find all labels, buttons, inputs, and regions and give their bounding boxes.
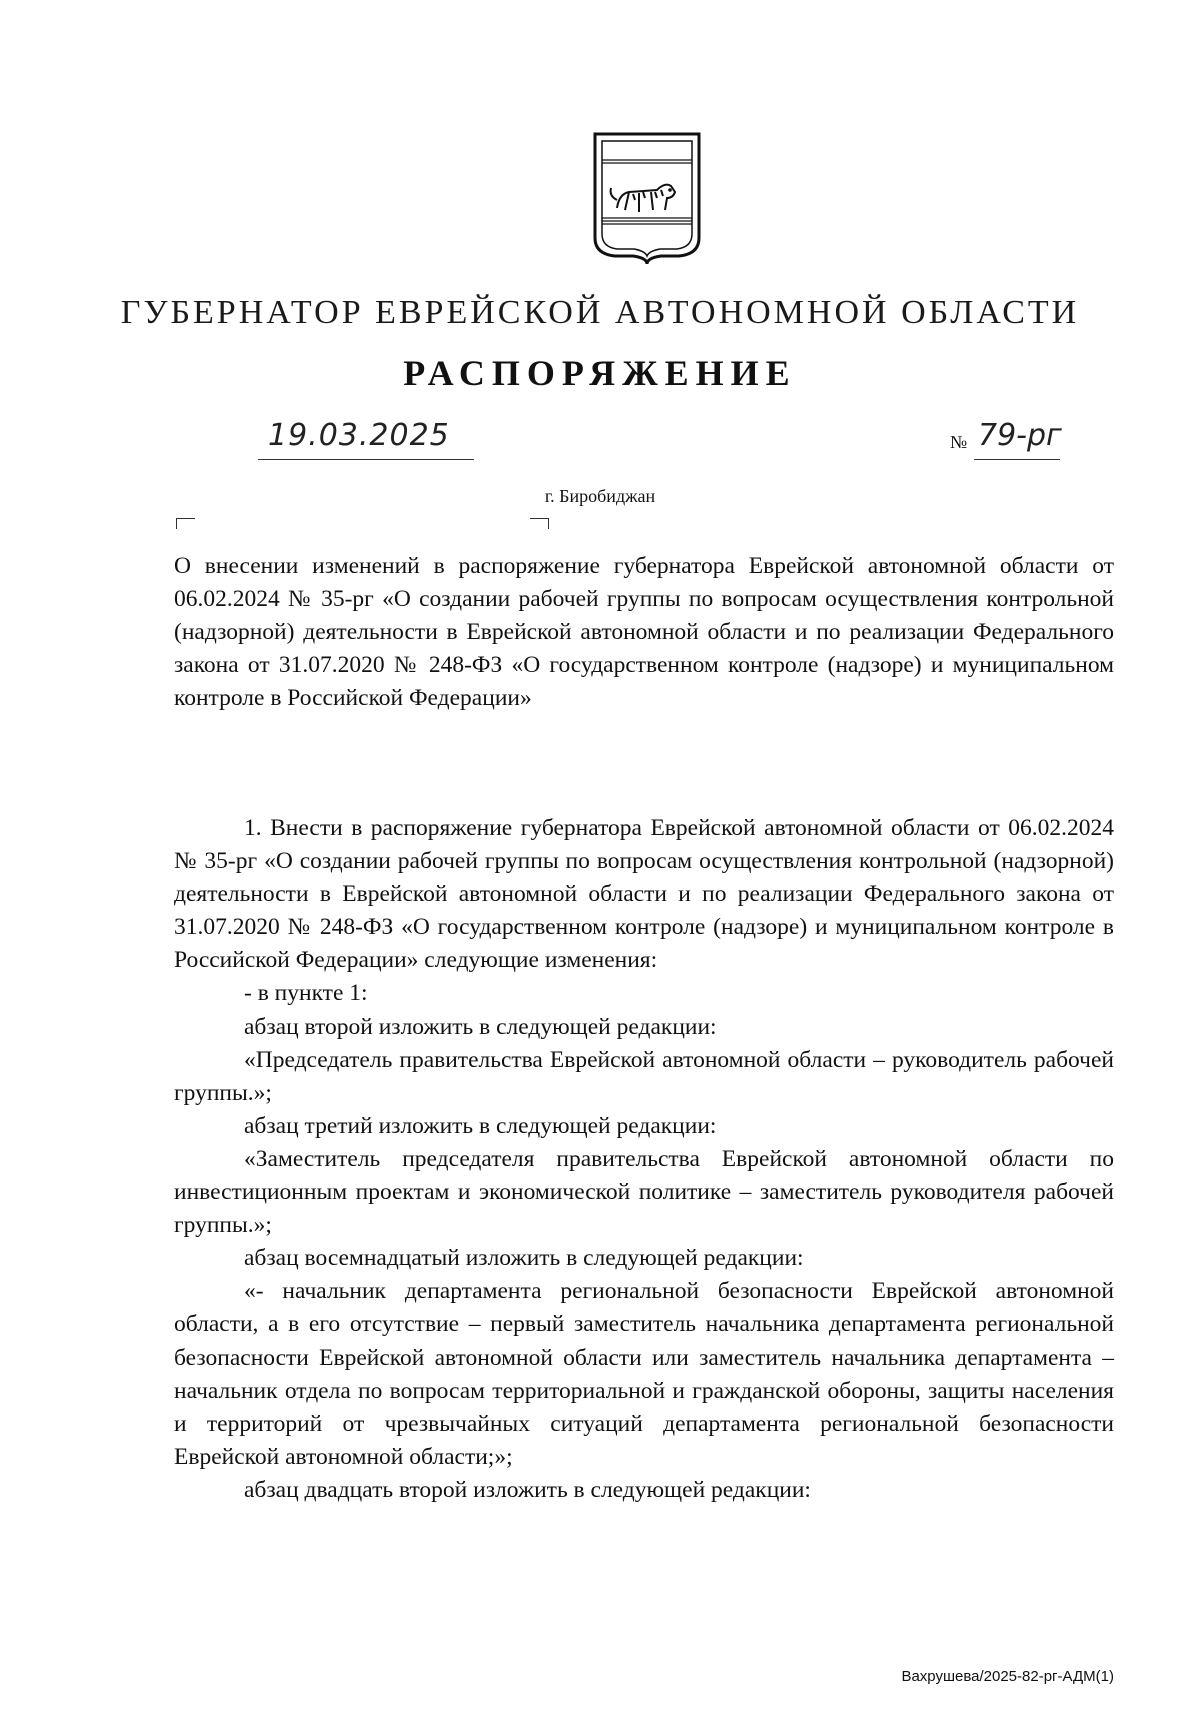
city-name: г. Биробиджан	[544, 486, 656, 506]
authority-title: ГУБЕРНАТОР ЕВРЕЙСКОЙ АВТОНОМНОЙ ОБЛАСТИ	[120, 294, 1080, 331]
paragraph-1: 1. Внести в распоряжение губернатора Еврейской автономной области от 06.02.2024 № 35-рг «О создании рабочей группы по вопросам осуществления контрольной (надзорной) деятельности в Еврейской автономной области и по реализации Федерального закона от 31.07.2020 № 248-ФЗ «О государственном контроле (надзоре) и муниципальном контроле в Российской Федерации» следующие изменения:	[174, 815, 1114, 974]
number-label: №	[950, 432, 968, 452]
date-underline	[258, 459, 474, 460]
document-subject: О внесении изменений в распоряжение губернатора Еврейской автономной области от 06.02.2024 № 35-рг «О создании рабочей группы по вопросам осуществления контрольной (надзорной) деятельности в Еврейской автономной области и по реализации Федерального закона от 31.07.2020 № 248-ФЗ «О государственном контроле (надзоре) и муниципальном контроле в Российской Федерации»	[174, 553, 1114, 711]
coat-of-arms-icon	[589, 130, 705, 266]
document-number: 79-рг	[978, 418, 1062, 453]
number-underline	[974, 459, 1060, 460]
footer-reference: Вахрушева/2025-82-рг-АДМ(1)	[901, 1668, 1114, 1685]
paragraph-4: «Председатель правительства Еврейской автономной области – руководитель рабочей группы.»;	[174, 1046, 1114, 1106]
document-date: 19.03.2025	[268, 418, 450, 453]
paragraph-7: абзац восемнадцатый изложить в следующей редакции:	[244, 1245, 804, 1272]
subject-corner-left	[176, 518, 195, 529]
document-type: РАСПОРЯЖЕНИЕ	[403, 353, 797, 393]
document-body	[174, 812, 1114, 1507]
paragraph-2: - в пункте 1:	[244, 980, 368, 1007]
paragraph-9: абзац двадцать второй изложить в следующей редакции:	[244, 1476, 811, 1503]
paragraph-6: «Заместитель председателя правительства Еврейской автономной области по инвестиционным проектам и экономической политике – заместитель руководителя рабочей группы.»;	[174, 1145, 1114, 1239]
subject-corner-right	[530, 518, 549, 529]
paragraph-8: «- начальник департамента региональной безопасности Еврейской автономной области, а в его отсутствие – первый заместитель начальника департамента региональной безопасности Еврейской автономной области или заместитель начальника департамента – начальник отдела по вопросам территориальной и гражданской обороны, защиты населения и территорий от чрезвычайных ситуаций департамента региональной безопасности Еврейской автономной области;»;	[174, 1278, 1114, 1470]
paragraph-3: абзац второй изложить в следующей редакции:	[244, 1013, 717, 1040]
paragraph-5: абзац третий изложить в следующей редакции:	[244, 1112, 717, 1139]
